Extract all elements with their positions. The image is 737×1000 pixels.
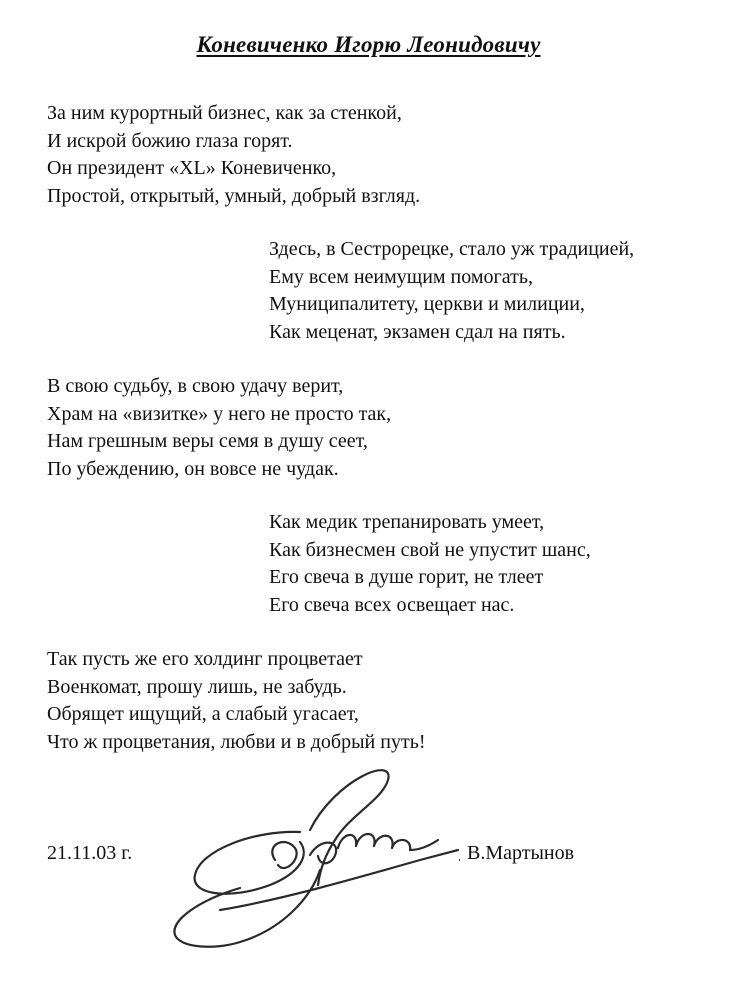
- author-name: В.Мартынов: [467, 842, 575, 864]
- verse-line: Как меценат, экзамен сдал на пять.: [269, 320, 566, 343]
- handwritten-signature-icon: [160, 760, 460, 960]
- verse-line: По убеждению, он вовсе не чудак.: [47, 457, 339, 480]
- verse-line: Нам грешным веры семя в душу сеет,: [47, 430, 368, 452]
- verse-line: Как бизнесмен свой не упустит шанс,: [269, 538, 591, 561]
- verse-line: Здесь, в Сестрорецке, стало уж традицией,: [269, 238, 635, 260]
- verse-line: И искрой божию глаза горят.: [47, 129, 293, 152]
- verse-line: Его свеча всех освещает нас.: [269, 593, 515, 616]
- verse-line: В свою судьбу, в свою удачу верит,: [47, 375, 344, 397]
- verse-line: Как медик трепанировать умеет,: [269, 511, 545, 533]
- page-title: Коневиченко Игорю Леонидовичу: [196, 32, 541, 57]
- verse-line: Его свеча в душе горит, не тлеет: [269, 566, 544, 588]
- verse-line: Что ж процветания, любви и в добрый путь!: [47, 730, 426, 753]
- verse-line: Храм на «визитке» у него не просто так,: [47, 402, 392, 425]
- date: 21.11.03 г.: [47, 842, 133, 864]
- verse-line: Обрящет ищущий, а слабый угасает,: [47, 703, 359, 725]
- verse-line: Ему всем неимущим помогать,: [269, 265, 533, 288]
- stanza-3: [47, 373, 391, 483]
- stanza-2: [269, 236, 634, 346]
- stanza-5: [47, 646, 425, 756]
- verse-line: За ним курортный бизнес, как за стенкой,: [47, 102, 402, 124]
- stanza-4: [269, 509, 591, 619]
- verse-line: Так пусть же его холдинг процветает: [47, 648, 363, 670]
- verse-line: Простой, открытый, умный, добрый взгляд.: [47, 184, 421, 207]
- stanza-1: [47, 100, 420, 210]
- verse-line: Муниципалитету, церкви и милиции,: [269, 293, 585, 315]
- verse-line: Военкомат, прошу лишь, не забудь.: [47, 675, 347, 698]
- verse-line: Он президент «XL» Коневиченко,: [47, 157, 337, 179]
